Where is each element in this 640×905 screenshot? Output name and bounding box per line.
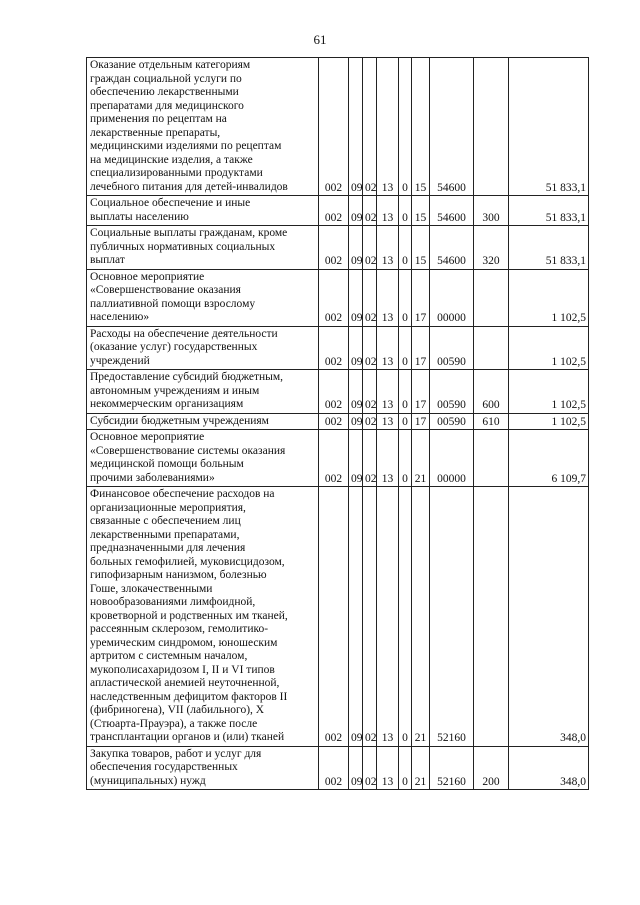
description-line: уремическим синдромом, юношеским: [90, 636, 278, 649]
direction-code: 52160: [430, 746, 474, 790]
expense-type-code: [474, 326, 509, 370]
amount: 51 833,1: [509, 58, 589, 196]
table-row: [87, 487, 589, 747]
description-line: Гоше, злокачественными: [90, 582, 213, 595]
section-code: 09: [349, 370, 363, 414]
amount: 51 833,1: [509, 226, 589, 270]
row-description: [87, 370, 319, 414]
description-line: «Совершенствование оказания: [90, 284, 241, 296]
description-line: Основное мероприятие: [90, 270, 205, 283]
ministry-code: 002: [319, 370, 349, 414]
description-line: мукополисахаридозом I, II и VI типов: [90, 663, 275, 676]
event-code: 17: [412, 269, 430, 326]
description-line: выплаты населению: [90, 210, 189, 223]
subprogram-code: 0: [399, 413, 412, 430]
description-line: (Стюарта-Прауэра), а также после: [90, 717, 258, 730]
section-code: 09: [349, 58, 363, 196]
ministry-code: 002: [319, 413, 349, 430]
description-line: апластической анемией неуточненной,: [90, 677, 280, 689]
row-description: [87, 430, 319, 487]
description-line: Расходы на обеспечение деятельности: [90, 327, 278, 340]
section-code: 09: [349, 269, 363, 326]
description-line: специализированными продуктами: [90, 167, 263, 179]
program-code: 13: [377, 430, 399, 487]
description-line: трансплантации органов и (или) тканей: [90, 731, 285, 743]
section-code: 09: [349, 430, 363, 487]
direction-code: 54600: [430, 58, 474, 196]
description-line: связанные с обеспечением лиц: [90, 515, 241, 527]
program-code: 13: [377, 269, 399, 326]
ministry-code: 002: [319, 226, 349, 270]
subsection-code: 02: [363, 58, 377, 196]
section-code: 09: [349, 326, 363, 370]
subsection-code: 02: [363, 269, 377, 326]
table-row: [87, 413, 589, 430]
subsection-code: 02: [363, 746, 377, 790]
subprogram-code: 0: [399, 269, 412, 326]
amount: 348,0: [509, 487, 589, 747]
ministry-code: 002: [319, 746, 349, 790]
table-row: [87, 196, 589, 226]
row-description: [87, 487, 319, 747]
subprogram-code: 0: [399, 746, 412, 790]
ministry-code: 002: [319, 269, 349, 326]
expense-type-code: 610: [474, 413, 509, 430]
subprogram-code: 0: [399, 58, 412, 196]
amount: 348,0: [509, 746, 589, 790]
description-line: обеспечению лекарственными: [90, 86, 239, 98]
subsection-code: 02: [363, 326, 377, 370]
row-description: [87, 326, 319, 370]
description-line: Субсидии бюджетным учреждениям: [90, 414, 269, 427]
subsection-code: 02: [363, 226, 377, 270]
event-code: 21: [412, 487, 430, 747]
program-code: 13: [377, 196, 399, 226]
expense-type-code: 200: [474, 746, 509, 790]
description-line: медицинскими изделиями по рецептам: [90, 140, 282, 152]
description-line: на медицинские изделия, а также: [90, 153, 253, 166]
description-line: новообразованиями лимфоидной,: [90, 596, 256, 608]
description-line: организационные мероприятия,: [90, 501, 246, 514]
description-line: Социальное обеспечение и иные: [90, 197, 251, 209]
expense-type-code: [474, 58, 509, 196]
description-line: обеспечения государственных: [90, 761, 238, 773]
subsection-code: 02: [363, 413, 377, 430]
subprogram-code: 0: [399, 196, 412, 226]
direction-code: 00000: [430, 269, 474, 326]
section-code: 09: [349, 413, 363, 430]
page-number: 61: [313, 32, 327, 47]
description-line: населению»: [90, 311, 150, 323]
description-line: учреждений: [90, 354, 150, 367]
program-code: 13: [377, 746, 399, 790]
description-line: Основное мероприятие: [90, 431, 205, 443]
row-description: [87, 413, 319, 430]
amount: 1 102,5: [509, 370, 589, 414]
direction-code: 00590: [430, 326, 474, 370]
subsection-code: 02: [363, 430, 377, 487]
description-line: больных гемофилией, муковисцидозом,: [90, 555, 285, 568]
expense-type-code: 300: [474, 196, 509, 226]
program-code: 13: [377, 487, 399, 747]
description-line: автономным учреждениям и иным: [90, 384, 260, 397]
event-code: 17: [412, 326, 430, 370]
description-line: паллиативной помощи взрослому: [90, 297, 256, 310]
ministry-code: 002: [319, 326, 349, 370]
expense-type-code: [474, 430, 509, 487]
description-line: (фибриногена), VII (лабильного), X: [90, 704, 265, 716]
direction-code: 52160: [430, 487, 474, 747]
description-line: лекарственные препараты,: [90, 126, 221, 139]
description-line: лекарственными препаратами,: [90, 528, 240, 541]
description-line: применения по рецептам на: [90, 113, 227, 125]
ministry-code: 002: [319, 430, 349, 487]
table-row: [87, 326, 589, 370]
direction-code: 00000: [430, 430, 474, 487]
amount: 51 833,1: [509, 196, 589, 226]
row-description: [87, 226, 319, 270]
table-row: [87, 746, 589, 790]
section-code: 09: [349, 746, 363, 790]
ministry-code: 002: [319, 196, 349, 226]
description-line: лечебного питания для детей-инвалидов: [90, 180, 288, 193]
subsection-code: 02: [363, 370, 377, 414]
event-code: 17: [412, 413, 430, 430]
description-line: выплат: [90, 254, 125, 266]
event-code: 15: [412, 196, 430, 226]
row-description: [87, 58, 319, 196]
description-line: Финансовое обеспечение расходов на: [90, 488, 275, 500]
table-row: [87, 226, 589, 270]
event-code: 21: [412, 746, 430, 790]
table-row: [87, 430, 589, 487]
description-line: Оказание отдельным категориям: [90, 59, 251, 71]
event-code: 15: [412, 226, 430, 270]
description-line: кроветворной и родственных им тканей,: [90, 609, 288, 622]
subprogram-code: 0: [399, 226, 412, 270]
table-row: [87, 269, 589, 326]
description-line: публичных нормативных социальных: [90, 240, 276, 253]
description-line: Закупка товаров, работ и услуг для: [90, 747, 262, 760]
amount: 1 102,5: [509, 269, 589, 326]
expense-type-code: 320: [474, 226, 509, 270]
description-line: предназначенными для лечения: [90, 542, 246, 554]
description-line: (оказание услуг) государственных: [90, 341, 258, 353]
description-line: граждан социальной услуги по: [90, 72, 242, 85]
section-code: 09: [349, 196, 363, 226]
description-line: наследственным дефицитом факторов II: [90, 690, 288, 703]
expense-type-code: [474, 487, 509, 747]
event-code: 17: [412, 370, 430, 414]
budget-table: [86, 57, 589, 790]
row-description: [87, 196, 319, 226]
direction-code: 54600: [430, 196, 474, 226]
program-code: 13: [377, 413, 399, 430]
description-line: Социальные выплаты гражданам, кроме: [90, 227, 288, 239]
description-line: некоммерческим организациям: [90, 398, 244, 410]
direction-code: 00590: [430, 413, 474, 430]
event-code: 21: [412, 430, 430, 487]
section-code: 09: [349, 226, 363, 270]
description-line: медицинской помощи больным: [90, 458, 244, 470]
program-code: 13: [377, 370, 399, 414]
expense-type-code: [474, 269, 509, 326]
program-code: 13: [377, 58, 399, 196]
description-line: препаратами для медицинского: [90, 99, 244, 112]
subprogram-code: 0: [399, 430, 412, 487]
subprogram-code: 0: [399, 326, 412, 370]
row-description: [87, 269, 319, 326]
table-row: [87, 370, 589, 414]
amount: 6 109,7: [509, 430, 589, 487]
table-row: [87, 58, 589, 196]
direction-code: 54600: [430, 226, 474, 270]
description-line: «Совершенствование системы оказания: [90, 444, 286, 457]
direction-code: 00590: [430, 370, 474, 414]
amount: 1 102,5: [509, 413, 589, 430]
description-line: гипофизарным нанизмом, болезнью: [90, 569, 267, 581]
section-code: 09: [349, 487, 363, 747]
description-line: рассеянным склерозом, гемолитико-: [90, 623, 269, 635]
amount: 1 102,5: [509, 326, 589, 370]
description-line: прочими заболеваниями»: [90, 471, 215, 484]
description-line: артритом с системным началом,: [90, 650, 248, 662]
program-code: 13: [377, 226, 399, 270]
row-description: [87, 746, 319, 790]
program-code: 13: [377, 326, 399, 370]
subprogram-code: 0: [399, 370, 412, 414]
expense-type-code: 600: [474, 370, 509, 414]
event-code: 15: [412, 58, 430, 196]
ministry-code: 002: [319, 487, 349, 747]
subprogram-code: 0: [399, 487, 412, 747]
description-line: Предоставление субсидий бюджетным,: [90, 371, 284, 383]
ministry-code: 002: [319, 58, 349, 196]
description-line: (муниципальных) нужд: [90, 774, 206, 787]
subsection-code: 02: [363, 487, 377, 747]
subsection-code: 02: [363, 196, 377, 226]
